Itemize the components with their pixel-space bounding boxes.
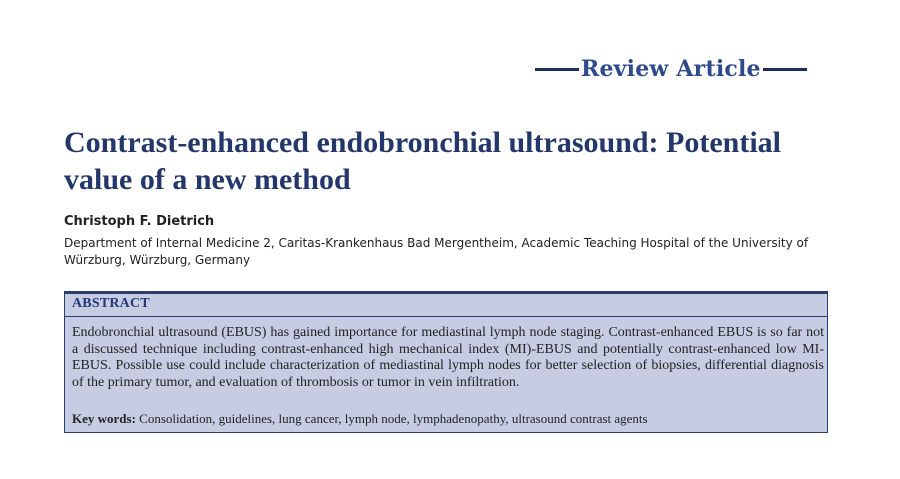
abstract-box	[64, 291, 828, 433]
keywords-label: Key words:	[72, 411, 136, 426]
abstract-divider	[65, 316, 827, 317]
section-banner	[535, 54, 835, 84]
abstract-heading: ABSTRACT	[72, 296, 150, 311]
banner-rule-left	[535, 68, 579, 71]
section-label: Review Article	[581, 56, 761, 82]
banner-rule-right	[763, 68, 807, 71]
author-name: Christoph F. Dietrich	[64, 214, 215, 229]
abstract-body: Endobronchial ultrasound (EBUS) has gained importance for mediastinal lymph node staging. Contrast-enhanced EBUS is so far not a discussed technique including contrast-enhanced high mechanical index (MI)-EBUS and potentially contrast-enhanced low MI-EBUS. Possible use could include characterization of mediastinal lymph nodes for better selection of biopsies, differential diagnosis of the primary tumor, and evaluation of thrombosis or tumor in vein infiltration.	[72, 325, 824, 390]
keywords-list: Consolidation, guidelines, lung cancer, lymph node, lymphadenopathy, ultrasound contrast agents	[139, 411, 648, 426]
author-affiliation: Department of Internal Medicine 2, Caritas-Krankenhaus Bad Mergentheim, Academic Teaching Hospital of the University of Würzburg, Würzburg, Germany	[64, 236, 809, 267]
keywords-line	[72, 411, 824, 427]
article-title: Contrast-enhanced endobronchial ultrasound: Potential value of a new method	[64, 126, 782, 196]
